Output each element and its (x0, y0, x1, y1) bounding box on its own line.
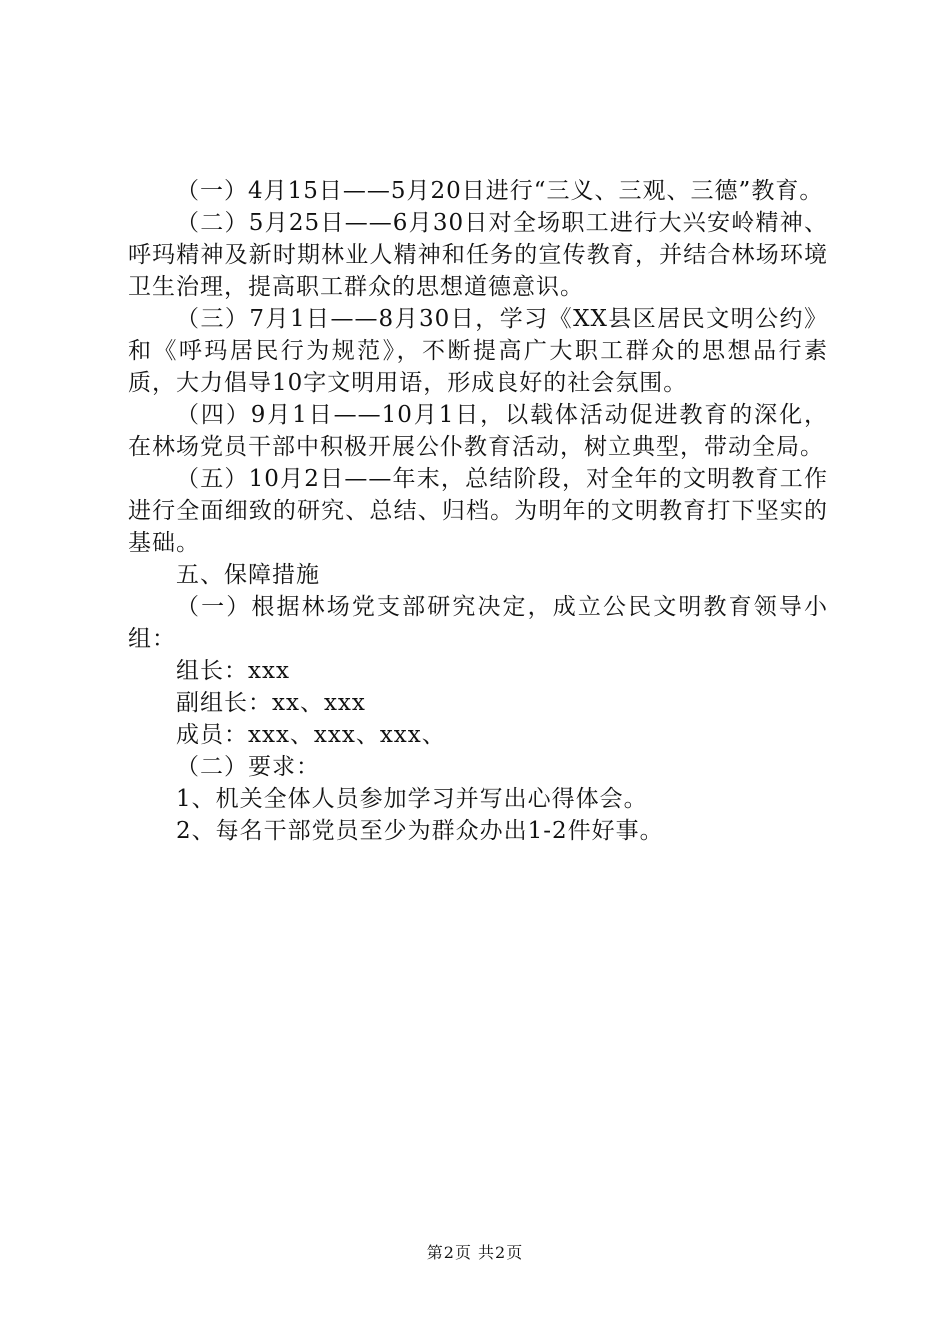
requirements-heading: （二）要求： (176, 754, 320, 780)
section-heading-safeguards: 五、保障措施 (176, 562, 320, 588)
paragraph-phase-five: （五）10月2日——年末，总结阶段，对全年的文明教育工作进行全面细致的研究、总结、归档。为明年的文明教育打下坚实的基础。 (128, 466, 828, 556)
group-members-line: 成员：xxx、xxx、xxx、 (176, 722, 446, 748)
paragraph-phase-two: （二）5月25日——6月30日对全场职工进行大兴安岭精神、呼玛精神及新时期林业人精神和任务的宣传教育，并结合林场环境卫生治理，提高职工群众的思想道德意识。 (128, 210, 828, 300)
group-leader-line: 组长：xxx (176, 658, 290, 684)
page-footer: 第2页 共2页 (426, 1243, 524, 1262)
requirement-item: 1、机关全体人员参加学习并写出心得体会。 (176, 786, 648, 812)
paragraph-phase-four: （四）9月1日——10月1日，以载体活动促进教育的深化，在林场党员干部中积极开展公仆教育活动，树立典型，带动全局。 (128, 402, 828, 460)
paragraph-phase-three: （三）7月1日——8月30日，学习《XX县区居民文明公约》和《呼玛居民行为规范》，不断提高广大职工群众的思想品行素质，大力倡导10字文明用语，形成良好的社会氛围。 (128, 306, 828, 396)
requirement-item: 2、每名干部党员至少为群众办出1-2件好事。 (176, 818, 664, 844)
deputy-leader-line: 副组长：xx、xxx (176, 690, 366, 716)
document-body (128, 175, 828, 847)
paragraph-phase-one: （一）4月15日——5月20日进行“三义、三观、三德”教育。 (176, 178, 824, 204)
paragraph-leading-group: （一）根据林场党支部研究决定，成立公民文明教育领导小组： (128, 594, 828, 652)
